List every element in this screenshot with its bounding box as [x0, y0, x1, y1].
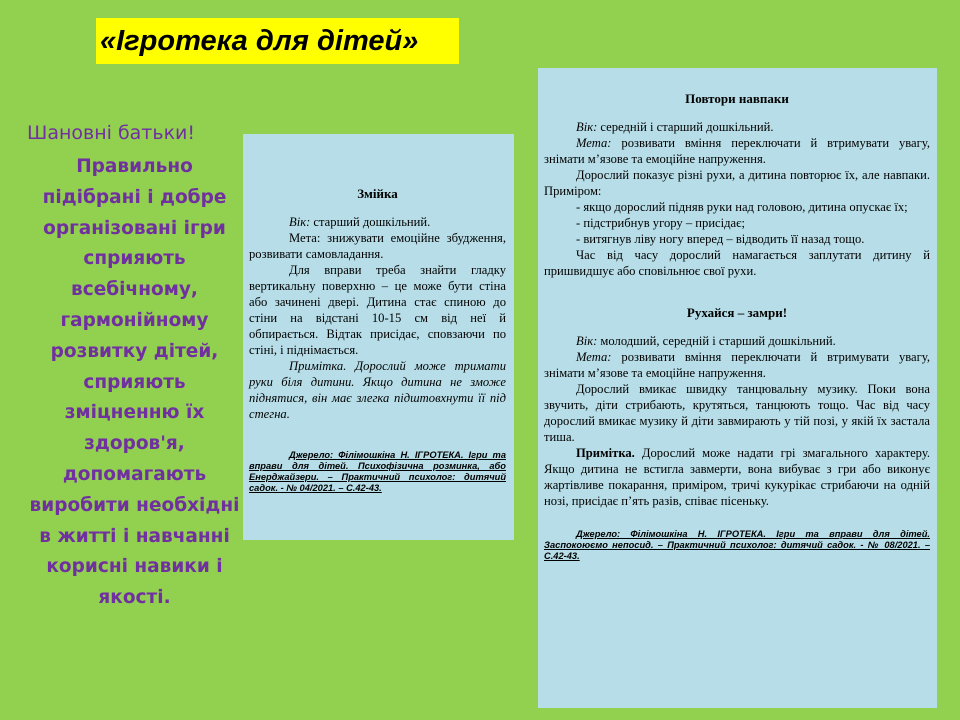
page-title: «Ігротека для дітей» [96, 18, 459, 64]
age-value: старший дошкільний. [310, 215, 431, 229]
goal-label: Мета: [576, 136, 612, 150]
age-value: молодший, середній і старший дошкільний. [597, 334, 836, 348]
game-ending: Час від часу дорослий намагається заплутати дитину й пришвидшує або сповільнює свої рухи. [544, 248, 930, 278]
game-title: Повтори навпаки [685, 91, 789, 106]
game-source: Джерело: Філімошкіна Н. ІГРОТЕКА. Ігри та вправи для дітей. Психофізична розминка, або Енерджайзери. – Практичний психолог: дитячий садок. - № 04/2021. – С.42-43. [249, 450, 506, 493]
game-description: Дорослий вмикає швидку танцювальну музику. Поки вона звучить, діти стрибають, крутяться, танцюють тощо. Час від часу дорослий вмикає музику й діти завмирають у тій позі, у якій їх застала тиша. [544, 382, 930, 444]
game-step: - підстрибнув угору – присідає; [576, 216, 746, 230]
age-label: Вік: [576, 334, 598, 348]
age-value: середній і старший дошкільний. [597, 120, 774, 134]
game-title: Змійка [357, 186, 398, 201]
game-description: Для вправи треба знайти гладку вертикальну поверхню – це може бути стіна або зачинені двері. Дитина стає спиною до стіни на відстані 10-15 см від неї й обпирається. Відтак присідає, сповзаючи по стіні, і піднімається. [249, 263, 506, 357]
goal-value: розвивати вміння переключати й втримувати увагу, знімати м’язове та емоційне напруження. [544, 350, 930, 380]
note-value: Дорослий може надати грі змагального характеру. Якщо дитина не встигла завмерти, вона вибуває з гри або виконує жартівливе покарання, приміром, тричі кукурікає стрибаючи на одній нозі, присідає п’ять разів, співає пісеньку. [544, 446, 930, 508]
game-description: Дорослий показує різні рухи, а дитина повторює їх, але навпаки. Приміром: [544, 168, 930, 198]
parents-intro [27, 122, 242, 614]
age-label: Вік: [576, 120, 598, 134]
games-card-right [538, 68, 937, 708]
game-step: - якщо дорослий підняв руки над головою, дитина опускає їх; [576, 200, 908, 214]
game-title: Рухайся – замри! [686, 305, 788, 320]
game-source: Джерело: Філімошкіна Н. ІГРОТЕКА. Ігри та вправи для дітей. Заспокоюємо непосид. – Практичний психолог: дитячий садок. - № 08/2021. – С.42-43. [544, 529, 930, 561]
game-note: Примітка. Дорослий може тримати руки біля дитини. Якщо дитина не зможе піднятися, він має злегка підштовхнути її під стегна. [249, 359, 506, 421]
intro-body: Правильно підібрані і добре організовані ігри сприяють всебічному, гармонійному розвитку дітей, сприяють зміцненню їх здоров'я, допомагають виробити необхідні в житті і навчанні корисні навики і якості. [29, 156, 240, 609]
game-step: - витягнув ліву ногу вперед – відводить її назад тощо. [576, 232, 865, 246]
goal-label: Мета: [576, 350, 612, 364]
age-label: Вік: [289, 215, 311, 229]
note-label: Примітка. [576, 446, 635, 460]
goal-value: розвивати вміння переключати й втримувати увагу, знімати м’язове та емоційне напруження. [544, 136, 930, 166]
game-card-zmiyka [243, 134, 514, 540]
intro-greeting: Шановні батьки! [27, 122, 196, 144]
game-goal: Мета: знижувати емоційне збудження, розвивати самовладання. [249, 231, 506, 261]
